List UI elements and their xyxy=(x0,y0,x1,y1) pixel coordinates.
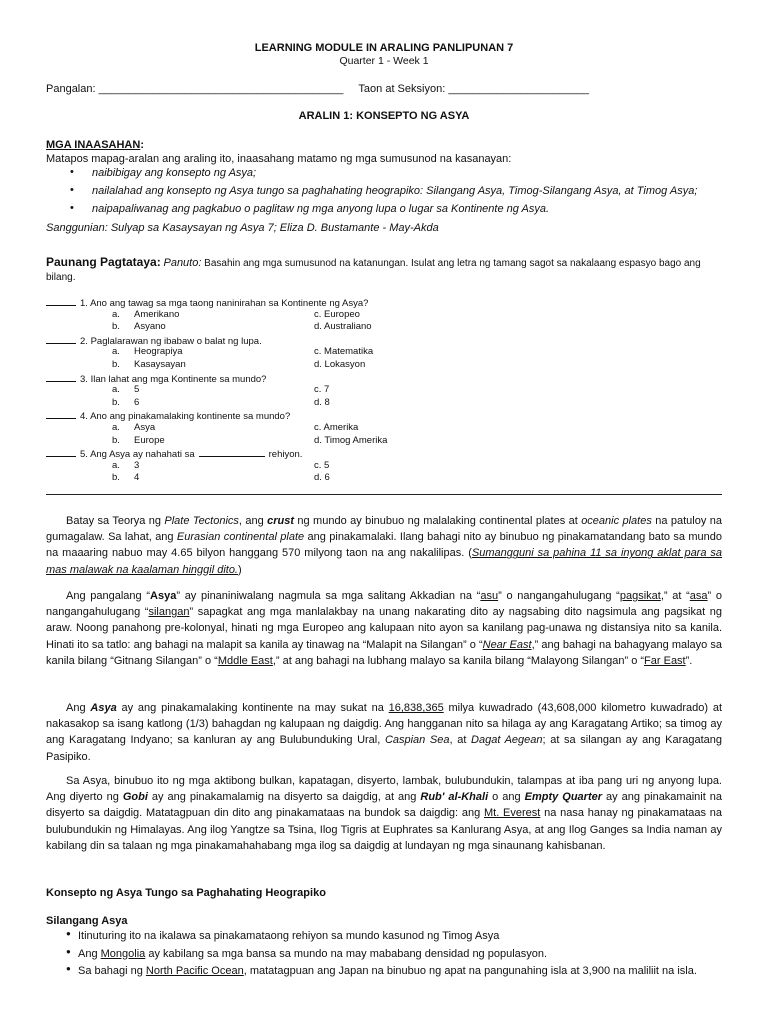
name-label: Pangalan: xyxy=(46,83,96,95)
objective-item: • nailalahad ang konsepto ng Asya tungo sa paghahating heograpiko: Silangang Asya, Timog-Silangang Asya, at Timog Asya; xyxy=(70,184,697,202)
option-row: a. Amerikano c. Europeo xyxy=(112,308,360,320)
option-row: b. 4 d. 6 xyxy=(112,472,330,484)
pretest-instruction-text: Basahin ang mga sumusunod na katanungan. Isulat ang letra ng tamang sagot sa nakalaang espasyo bago ang bilang. xyxy=(46,258,701,283)
asia-name-origin-paragraph: Ang pangalang “Asya” ay pinaniniwalang nagmula sa mga salitang Akkadian na “asu” o nangangahulugang “pagsikat,” at “asa” o nangangahulugang “silangan” sapagkat ang mga manlalakbay na unang nakarating dito ay nagsabing dito nagsimula ang pagsikat ng araw. Noong panahong pre-kolonyal, hinati ng mga Europeo ang kalupaan nito ayon sa kanilang pag-unawa ng distansiya nito sa kanila. Hinati ito sa tatlo: ang bahagi na malapit sa kanila ay tinawag na “Malapit na Silangan” o “Near East,” ang bahagi na bahagyang malayo sa kanila bilang “Gitnang Silangan” o “Mddle East,” at ang bahagi na lubhang malayo sa kanila bilang “Malayong Silangan” o “Far East”. xyxy=(46,590,723,667)
section-field[interactable]: _______________________ xyxy=(448,83,590,95)
student-info-line xyxy=(46,82,589,96)
quiz-questions xyxy=(46,296,726,485)
name-field[interactable]: ________________________________________ xyxy=(98,83,344,95)
list-item: ● Sa bahagi ng North Pacific Ocean, matatagpuan ang Japan na binubuo ng apat na pangunahing isla at 3,900 na maliliit na isla. xyxy=(66,964,726,982)
option-row: b. 6 d. 8 xyxy=(112,396,330,408)
answer-blank[interactable] xyxy=(46,296,76,306)
expectations-heading: MGA INAASAHAN: xyxy=(46,139,144,151)
section-label: Taon at Seksiyon: xyxy=(358,83,446,95)
source-reference: Sanggunian: Sulyap sa Kasaysayan ng Asya 7; Eliza D. Bustamante - May-Akda xyxy=(46,222,439,234)
pretest-heading: Paunang Pagtataya: xyxy=(46,255,161,269)
inline-answer-blank[interactable] xyxy=(199,447,265,457)
option-row: a. 3 c. 5 xyxy=(112,459,330,471)
question-2: 2. Paglalarawan ng ibabaw o balat ng lupa. xyxy=(46,334,726,347)
expectations-intro: Matapos mapag-aralan ang araling ito, inaasahang matamo ng mga sumusunod na kasanayan: xyxy=(46,153,512,165)
question-3: 3. Ilan lahat ang mga Kontinente sa mundo? xyxy=(46,372,726,385)
section-heading: Konsepto ng Asya Tungo sa Paghahating Heograpiko xyxy=(46,887,326,899)
objectives-list xyxy=(70,166,697,220)
answer-blank[interactable] xyxy=(46,447,76,457)
question-4: 4. Ano ang pinakamalaking kontinente sa mundo? xyxy=(46,409,726,422)
lesson-title: ARALIN 1: KONSEPTO NG ASYA xyxy=(298,110,470,122)
option-row: b. Asyano d. Australiano xyxy=(112,321,372,333)
option-row: a. Asya c. Amerika xyxy=(112,421,359,433)
asia-size-paragraph: Ang Asya ay ang pinakamalaking kontinente na may sukat na 16,838,365 milya kuwadrado (43,608,000 kilometro kuwadrado) at nakasakop sa isang katlong (1/3) bahagdan ng kalupaan ng daigdig. Ang hangganan nito sa hilaga ay ang Karagatang Artiko; sa timog ay ang Karagatang Indyano; sa kanluran ay ang Bulubunduking Ural, Caspian Sea, at Dagat Aegean; at sa silangan ay ang Karagatang Pasipiko. xyxy=(46,702,723,763)
objective-item: • naipapaliwanag ang pagkabuo o paglitaw ng mga anyong lupa o lugar sa Kontinente ng Asya. xyxy=(70,202,697,220)
panuto-label: Panuto: xyxy=(163,257,202,269)
question-1: 1. Ano ang tawag sa mga taong naninirahan sa Kontinente ng Asya? xyxy=(46,296,726,309)
landforms-paragraph: Sa Asya, binubuo ito ng mga aktibong bulkan, kapatagan, disyerto, lambak, bulubundukin, talampas at iba pang uri ng anyong lupa. Ang diyerto ng Gobi ay ang pinakamalamig na disyerto sa daigdig, at ang Rub' al-Khali o ang Empty Quarter ay ang pinakamainit na disyerto sa daigdig. Matatagpuan din dito ang pinakamataas na bundok sa daigdig: ang Mt. Everest na nasa hanay ng pinakamataas na bulubundukin ng Himalayas. Ang ilog Yangtze sa Tsina, Ilog Tigris at Euphrates sa Kanlurang Asya, at ang Ilog Ganges sa India naman ay kabilang din sa talaan ng mga pinakamahahabang mga ilog sa daigdig at lundayan ng mga sinaunang kahisbanan. xyxy=(46,775,723,852)
section-divider xyxy=(46,494,722,495)
subsection-heading-east-asia: Silangang Asya xyxy=(46,915,128,927)
module-subtitle: Quarter 1 - Week 1 xyxy=(339,55,429,67)
option-row: a. 5 c. 7 xyxy=(112,384,330,396)
option-row: a. Heograpiya c. Matematika xyxy=(112,346,374,358)
option-row: b. Europe d. Timog Amerika xyxy=(112,434,388,446)
list-item: ● Itinuturing ito na ikalawa sa pinakamataong rehiyon sa mundo kasunod ng Timog Asya xyxy=(66,929,726,947)
list-item: ● Ang Mongolia ay kabilang sa mga bansa sa mundo na may mababang densidad ng populasyon. xyxy=(66,947,726,965)
east-asia-list xyxy=(66,929,726,982)
objective-item: • naibibigay ang konsepto ng Asya; xyxy=(70,166,697,184)
answer-blank[interactable] xyxy=(46,409,76,419)
answer-blank[interactable] xyxy=(46,372,76,382)
option-row: b. Kasaysayan d. Lokasyon xyxy=(112,358,366,370)
module-title: LEARNING MODULE IN ARALING PANLIPUNAN 7 xyxy=(254,42,514,54)
pretest-instructions xyxy=(46,255,722,284)
question-5: 5. Ang Asya ay nahahati sa rehiyon. xyxy=(46,447,726,460)
plate-tectonics-paragraph: Batay sa Teorya ng Plate Tectonics, ang crust ng mundo ay binubuo ng malalaking continental plates at oceanic plates na patuloy na gumagalaw. Sa lahat, ang Eurasian continental plate ang pinakamalaki. Ilang bahagi nito ay binubuo ng pinakamatandang bato sa mundo na maaaring nabuo may 4.65 bilyon hanggang 570 milyong taon na ang nakalilipas. (Sumangguni sa pahina 11 sa inyong aklat para sa mas malawak na kaalaman hinggil dito.) xyxy=(46,515,723,576)
answer-blank[interactable] xyxy=(46,334,76,344)
